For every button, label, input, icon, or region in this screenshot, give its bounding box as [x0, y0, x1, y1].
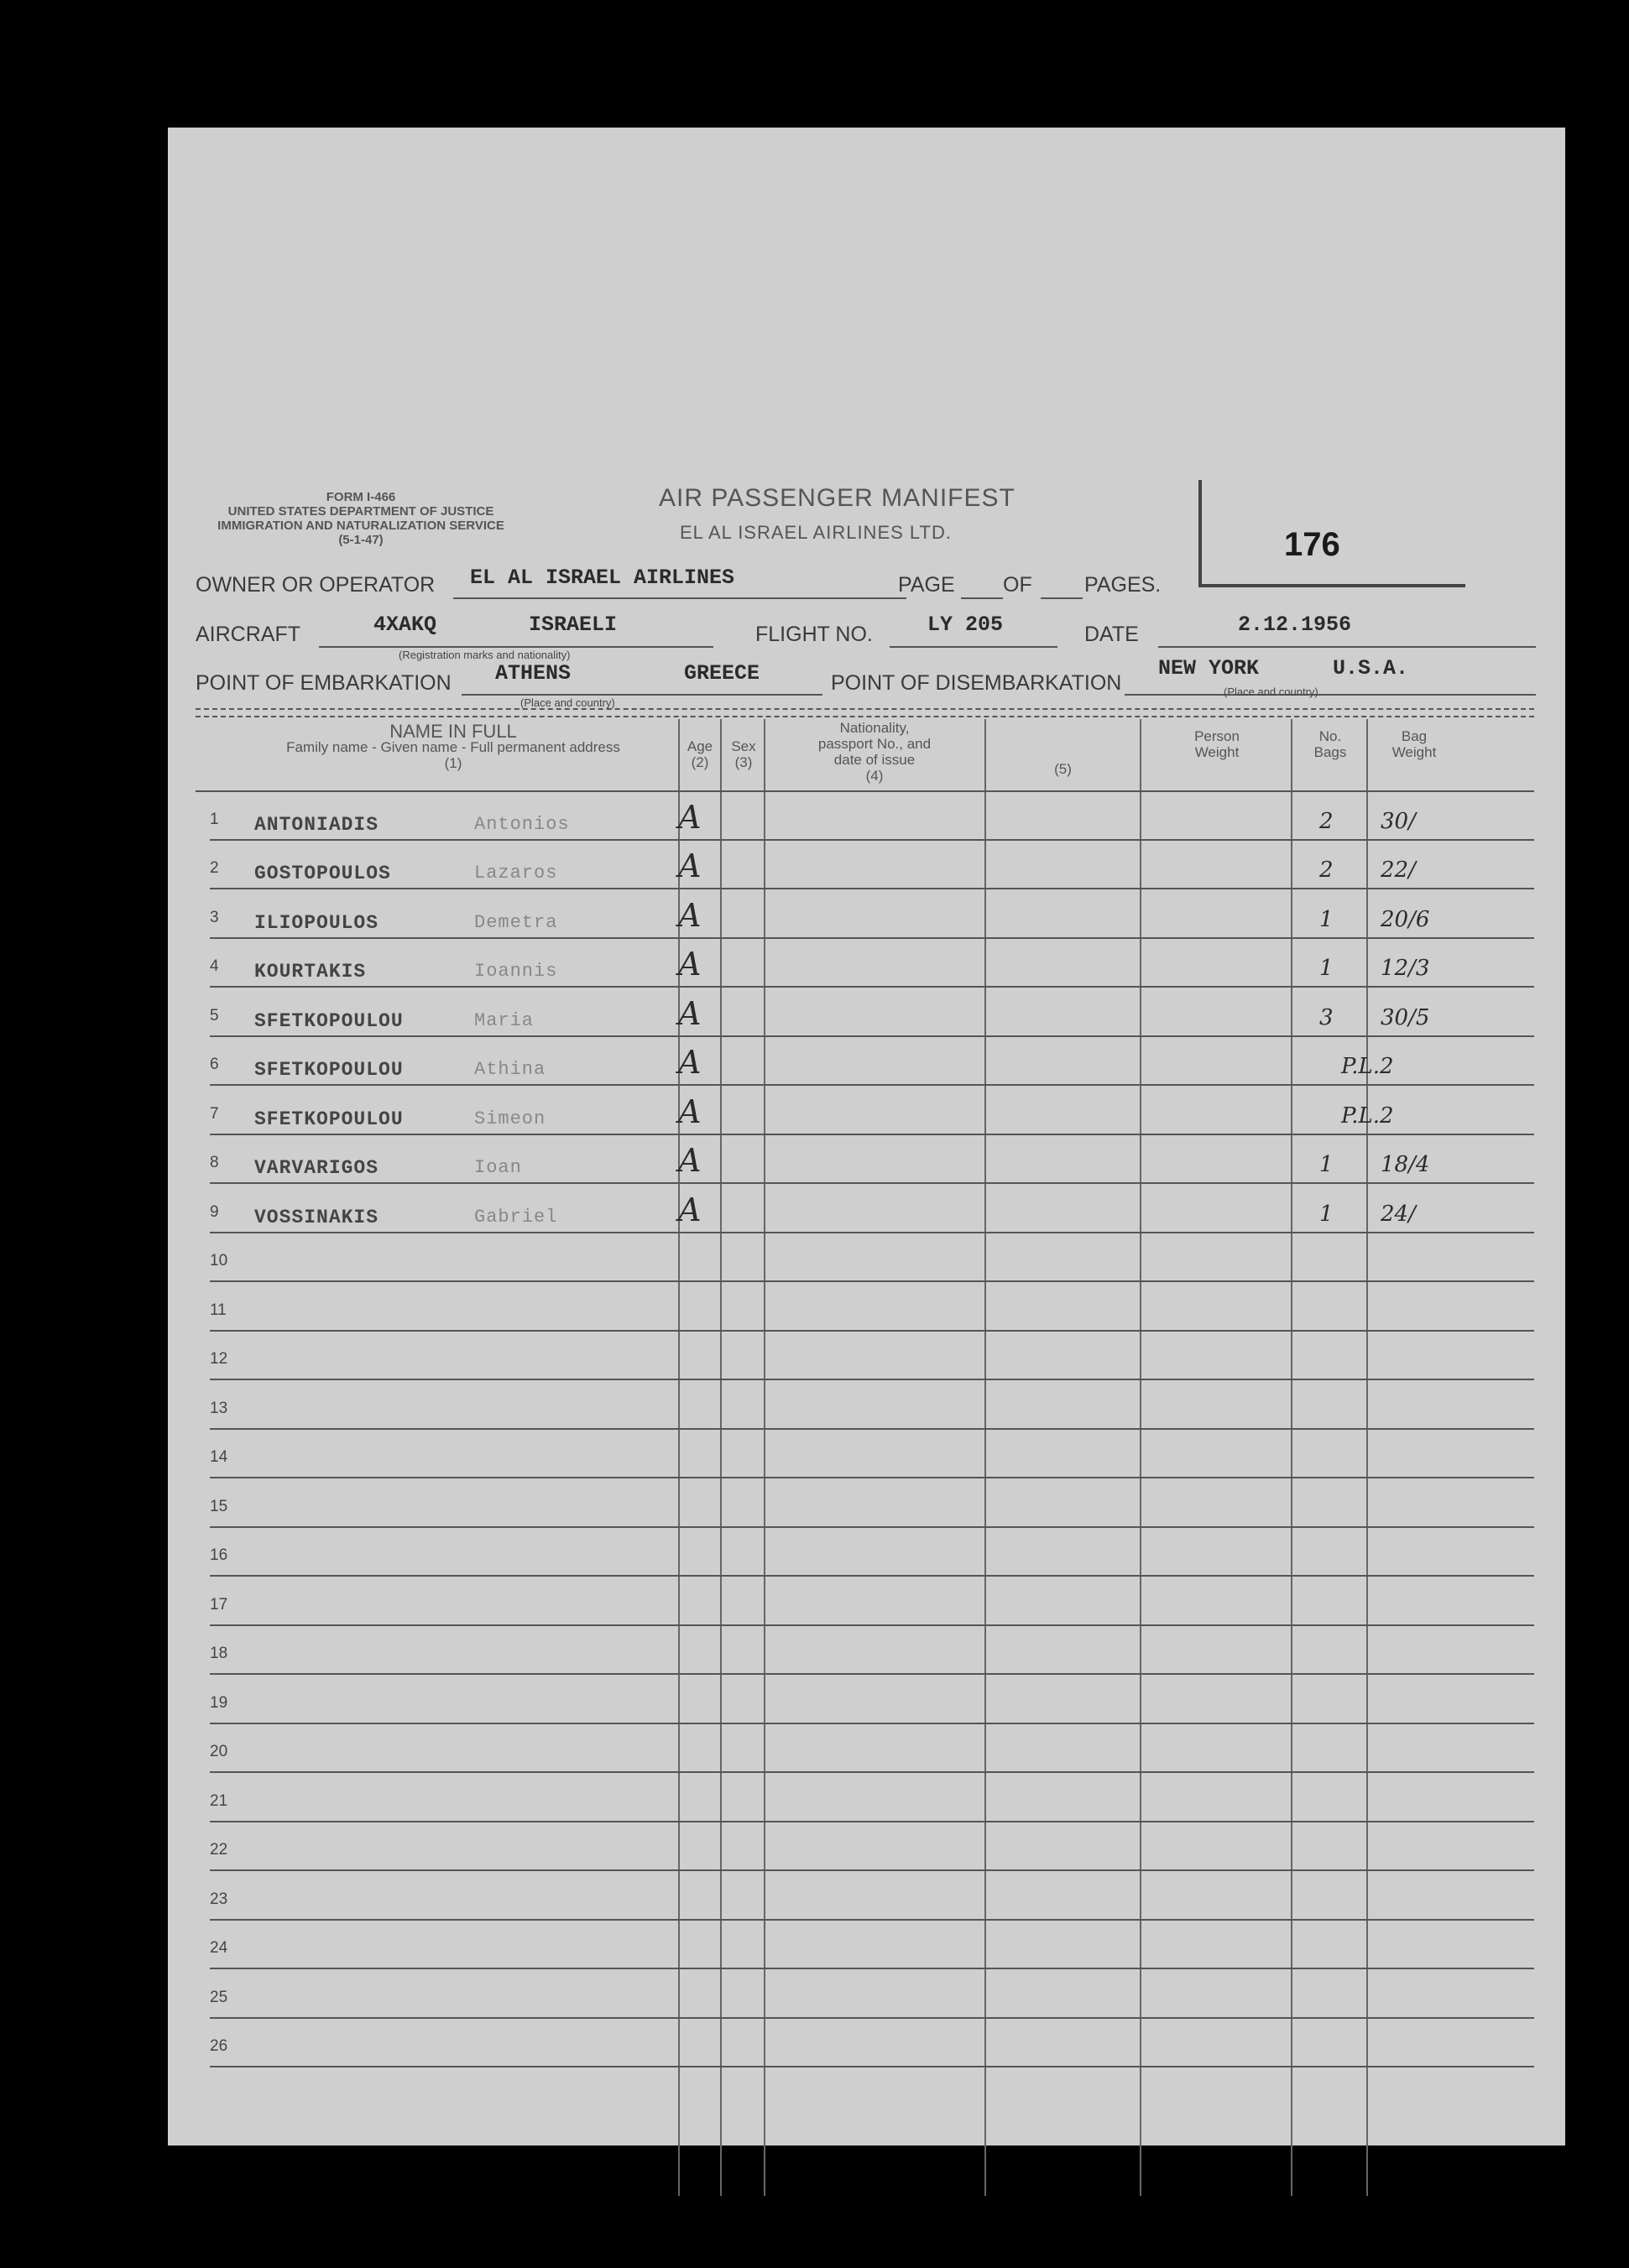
row-number: 1 [210, 810, 219, 828]
passenger-age-mark: A [678, 1044, 702, 1081]
passenger-age-mark: A [678, 946, 702, 983]
passenger-bag-weight: 12/3 [1381, 956, 1430, 981]
table-top-line-2 [196, 716, 1534, 717]
disembarkation-underline [1125, 694, 1536, 696]
aircraft-caption: (Registration marks and nationality) [399, 649, 571, 661]
row-number: 21 [210, 1791, 228, 1810]
passenger-bag-weight: P.L.2 [1341, 1103, 1394, 1129]
col-bag-weight-header [1368, 728, 1460, 760]
passenger-family-name: SFETKOPOULOU [254, 1059, 404, 1081]
passenger-given-name: Maria [474, 1009, 535, 1031]
col-name-num: (1) [444, 755, 462, 771]
disembarkation-caption: (Place and country) [1224, 686, 1318, 698]
row-rule [210, 2066, 1534, 2067]
col-nationality-header [765, 720, 984, 784]
col-bw-line2: Weight [1391, 744, 1437, 760]
row-rule [210, 1330, 1534, 1332]
disembarkation-city: NEW YORK [1158, 656, 1260, 680]
table-row [168, 1726, 1565, 1775]
row-rule [210, 839, 1534, 841]
passenger-age-mark: A [678, 1191, 702, 1228]
owner-underline [453, 597, 906, 599]
col-sex-label: Sex [731, 738, 756, 754]
table-row [168, 2020, 1565, 2070]
row-number: 22 [210, 1841, 228, 1859]
row-rule [210, 888, 1534, 889]
table-row [168, 1382, 1565, 1431]
row-number: 18 [210, 1645, 228, 1662]
row-rule [210, 986, 1534, 988]
row-rule [210, 1182, 1534, 1184]
passenger-family-name: GOSTOPOULOS [254, 863, 391, 884]
page-number: 176 [1284, 526, 1340, 563]
table-row [168, 1186, 1565, 1235]
row-rule [210, 1673, 1534, 1675]
row-rule [210, 1035, 1534, 1037]
row-number: 12 [210, 1350, 228, 1368]
passenger-bag-weight: 22/ [1381, 858, 1416, 883]
row-rule [210, 937, 1534, 939]
row-number: 26 [210, 2037, 228, 2055]
row-rule [210, 1723, 1534, 1724]
row-rule [210, 1379, 1534, 1380]
col-5-num: (5) [1054, 761, 1072, 777]
passenger-family-name: VOSSINAKIS [254, 1206, 379, 1228]
edition: (5-1-47) [338, 533, 384, 547]
embarkation-country: GREECE [684, 661, 760, 686]
embarkation-label: POINT OF EMBARKATION [196, 671, 452, 695]
table-row [168, 1578, 1565, 1628]
col-person-weight-header [1143, 728, 1291, 760]
col-nat-line2: passport No., and [817, 736, 932, 752]
table-row [168, 842, 1565, 892]
col-age-header [678, 738, 722, 770]
table-row [168, 1039, 1565, 1088]
service: IMMIGRATION AND NATURALIZATION SERVICE [217, 519, 504, 533]
row-rule [210, 2017, 1534, 2019]
passenger-given-name: Simeon [474, 1108, 546, 1129]
embarkation-underline [462, 694, 822, 696]
col-pw-line2: Weight [1194, 744, 1240, 760]
date-underline [1158, 646, 1536, 648]
row-rule [210, 1232, 1534, 1233]
row-rule [210, 1526, 1534, 1528]
disembarkation-label: POINT OF DISEMBARKATION [831, 671, 1122, 695]
row-rule [210, 1477, 1534, 1478]
table-row [168, 941, 1565, 990]
passenger-bags: 1 [1319, 956, 1334, 981]
col-bags-line2: Bags [1313, 744, 1347, 760]
table-row [168, 1676, 1565, 1726]
passenger-given-name: Ioan [474, 1157, 522, 1178]
passenger-family-name: SFETKOPOULOU [254, 1108, 404, 1130]
form-number: FORM I-466 [326, 490, 396, 504]
col-name-title: NAME IN FULL [389, 721, 517, 742]
flight-underline [890, 646, 1057, 648]
col-name-sub: Family name - Given name - Full permanent address [286, 739, 620, 755]
date-value: 2.12.1956 [1238, 613, 1352, 637]
row-rule [210, 1968, 1534, 1969]
passenger-bags: 1 [1319, 906, 1334, 932]
col-nat-line1: Nationality, [839, 720, 910, 736]
passenger-bags: 3 [1319, 1004, 1334, 1030]
page-box-left-border [1198, 480, 1202, 587]
page-underline [961, 597, 1003, 599]
page-label: PAGE [898, 573, 955, 597]
passenger-given-name: Antonios [474, 813, 570, 835]
table-row [168, 1137, 1565, 1186]
department: UNITED STATES DEPARTMENT OF JUSTICE [227, 504, 494, 519]
form-title: AIR PASSENGER MANIFEST [659, 484, 1016, 512]
passenger-age-mark: A [678, 847, 702, 884]
col-pw-line1: Person [1194, 728, 1240, 744]
table-row [168, 1087, 1565, 1137]
row-number: 19 [210, 1693, 228, 1712]
table-row [168, 1873, 1565, 1922]
col-name-header [218, 723, 688, 771]
passenger-age-mark: A [678, 798, 702, 836]
row-number: 25 [210, 1988, 228, 2006]
col-nat-num: (4) [865, 768, 884, 784]
row-rule [210, 1869, 1534, 1871]
passenger-given-name: Ioannis [474, 961, 558, 982]
col-bags-header [1292, 728, 1368, 760]
row-number: 4 [210, 957, 219, 975]
form-id-block [185, 490, 537, 547]
table-row [168, 1628, 1565, 1677]
row-number: 14 [210, 1448, 228, 1466]
row-number: 5 [210, 1006, 219, 1025]
row-number: 10 [210, 1252, 228, 1270]
table-row [168, 989, 1565, 1039]
date-label: DATE [1084, 623, 1139, 646]
passenger-family-name: ANTONIADIS [254, 813, 379, 836]
table-row [168, 1284, 1565, 1333]
passenger-bag-weight: 24/ [1381, 1201, 1416, 1227]
row-rule [210, 1084, 1534, 1086]
passenger-given-name: Gabriel [474, 1206, 558, 1228]
passenger-bags: 1 [1319, 1152, 1334, 1177]
row-number: 24 [210, 1939, 228, 1957]
page-box-bottom-border [1198, 584, 1465, 587]
aircraft-underline [319, 646, 713, 648]
passenger-given-name: Demetra [474, 911, 558, 933]
passenger-family-name: ILIOPOULOS [254, 911, 379, 934]
embarkation-city: ATHENS [495, 661, 572, 686]
row-number: 8 [210, 1154, 219, 1171]
passenger-bag-weight: 30/5 [1381, 1004, 1430, 1030]
table-row [168, 1333, 1565, 1383]
passenger-bag-weight: 20/6 [1381, 906, 1430, 932]
row-number: 17 [210, 1595, 228, 1614]
of-underline [1041, 597, 1083, 599]
table-row [168, 1824, 1565, 1874]
col-bags-line1: No. [1318, 728, 1342, 744]
table-row [168, 891, 1565, 941]
header-bottom-line [196, 790, 1534, 792]
row-number: 20 [210, 1743, 228, 1760]
table-row [168, 1431, 1565, 1481]
table-row [168, 1530, 1565, 1579]
table-row [168, 1480, 1565, 1530]
row-rule [210, 1280, 1534, 1282]
col-sex-num: (3) [734, 754, 753, 770]
aircraft-nationality: ISRAELI [529, 613, 618, 637]
of-label: OF [1003, 573, 1032, 597]
passenger-bags: 2 [1319, 808, 1334, 834]
col-nat-line3: date of issue [833, 752, 916, 768]
passenger-family-name: SFETKOPOULOU [254, 1009, 404, 1032]
col-age-num: (2) [691, 754, 709, 770]
row-number: 2 [210, 859, 219, 877]
row-number: 9 [210, 1202, 219, 1221]
row-rule [210, 1134, 1534, 1135]
disembarkation-country: U.S.A. [1333, 656, 1409, 680]
row-rule [210, 1771, 1534, 1773]
owner-value: EL AL ISRAEL AIRLINES [470, 566, 735, 590]
pages-label: PAGES. [1084, 573, 1162, 597]
table-row [168, 1235, 1565, 1285]
embarkation-caption: (Place and country) [520, 696, 615, 709]
passenger-age-mark: A [678, 1142, 702, 1179]
row-number: 23 [210, 1890, 228, 1908]
passenger-age-mark: A [678, 1092, 702, 1130]
row-number: 15 [210, 1497, 228, 1515]
owner-label: OWNER OR OPERATOR [196, 573, 436, 597]
table-top-line-1 [196, 708, 1534, 710]
passenger-bag-weight: P.L.2 [1341, 1054, 1394, 1079]
airline-line: EL AL ISRAEL AIRLINES LTD. [680, 522, 952, 543]
passenger-given-name: Lazaros [474, 863, 558, 884]
col-bw-line1: Bag [1401, 728, 1428, 744]
aircraft-label: AIRCRAFT [196, 623, 300, 646]
row-rule [210, 1575, 1534, 1577]
flight-label: FLIGHT NO. [755, 623, 873, 646]
aircraft-registration: 4XAKQ [373, 613, 437, 637]
col-age-label: Age [687, 738, 713, 754]
row-number: 16 [210, 1546, 228, 1564]
passenger-bag-weight: 30/ [1381, 808, 1416, 834]
passenger-family-name: VARVARIGOS [254, 1157, 379, 1179]
row-number: 6 [210, 1056, 219, 1073]
row-rule [210, 1821, 1534, 1822]
table-row [168, 1775, 1565, 1824]
passenger-age-mark: A [678, 896, 702, 934]
row-number: 11 [210, 1301, 227, 1319]
manifest-page [168, 128, 1565, 2145]
passenger-bag-weight: 18/4 [1381, 1152, 1430, 1177]
table-row [168, 1922, 1565, 1972]
row-number: 7 [210, 1104, 219, 1123]
table-row [168, 793, 1565, 842]
table-row [168, 1971, 1565, 2020]
row-rule [210, 1624, 1534, 1626]
row-rule [210, 1428, 1534, 1430]
passenger-bags: 1 [1319, 1201, 1334, 1227]
passenger-age-mark: A [678, 994, 702, 1032]
row-number: 3 [210, 908, 219, 926]
row-number: 13 [210, 1399, 228, 1417]
row-rule [210, 1919, 1534, 1921]
passenger-given-name: Athina [474, 1059, 546, 1080]
passenger-family-name: KOURTAKIS [254, 961, 367, 983]
flight-number: LY 205 [927, 613, 1004, 637]
col-sex-header [722, 738, 765, 770]
passenger-bags: 2 [1319, 858, 1334, 883]
